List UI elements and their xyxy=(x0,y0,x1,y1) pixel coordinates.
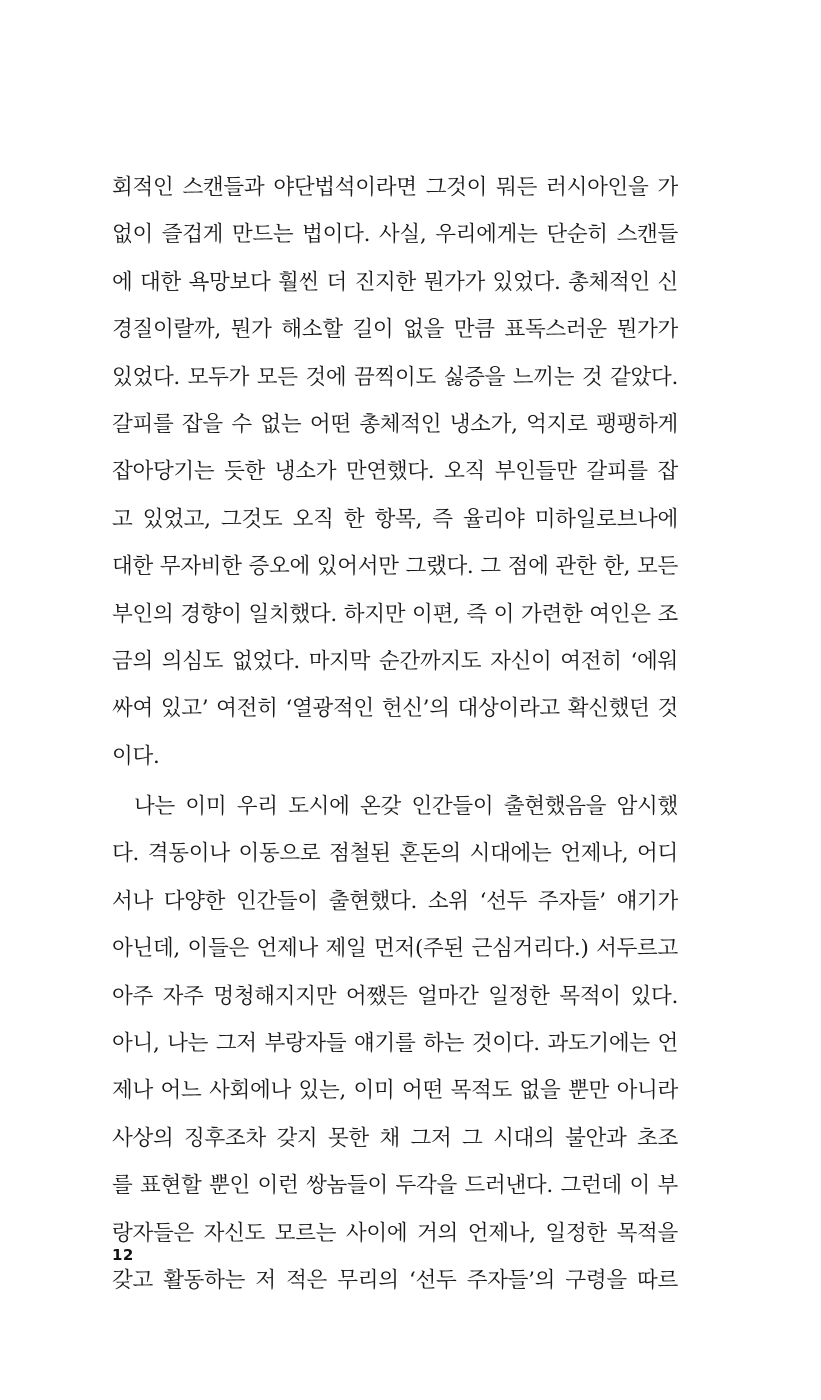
text-line: 아니, 나는 그저 부랑자들 얘기를 하는 것이다. 과도기에는 언 xyxy=(112,1031,678,1057)
text-line: 고 있었고, 그것도 오직 한 항목, 즉 율리야 미하일로브나에 xyxy=(112,506,678,532)
page-number: 12 xyxy=(112,1246,134,1264)
text-line: 없이 즐겁게 만드는 법이다. 사실, 우리에게는 단순히 스캔들 xyxy=(112,222,678,248)
text-line: 있었다. 모두가 모든 것에 끔찍이도 싫증을 느끼는 것 같았다. xyxy=(112,364,678,390)
text-line: 갖고 활동하는 저 적은 무리의 ‘선두 주자들’의 구령을 따르 xyxy=(112,1267,678,1293)
text-line: 서나 다양한 인간들이 출현했다. 소위 ‘선두 주자들’ 얘기가 xyxy=(112,888,678,914)
text-line: 대한 무자비한 증오에 있어서만 그랬다. 그 점에 관한 한, 모든 xyxy=(112,554,678,580)
paragraph-start-line: 나는 이미 우리 도시에 온갖 인간들이 출현했음을 암시했 xyxy=(134,794,678,820)
text-line: 다. 격동이나 이동으로 점철된 혼돈의 시대에는 언제나, 어디 xyxy=(112,841,678,867)
text-line: 제나 어느 사회에나 있는, 이미 어떤 목적도 없을 뿐만 아니라 xyxy=(112,1078,678,1104)
text-line: 에 대한 욕망보다 훨씬 더 진지한 뭔가가 있었다. 총체적인 신 xyxy=(112,269,678,295)
paragraph-end-line: 이다. xyxy=(112,743,160,769)
text-line: 아주 자주 멍청해지지만 어쨌든 얼마간 일정한 목적이 있다. xyxy=(112,983,678,1009)
text-line: 아닌데, 이들은 언제나 제일 먼저(주된 근심거리다.) 서두르고 xyxy=(112,936,678,962)
text-line: 랑자들은 자신도 모르는 사이에 거의 언제나, 일정한 목적을 xyxy=(112,1220,678,1246)
text-line: 경질이랄까, 뭔가 해소할 길이 없을 만큼 표독스러운 뭔가가 xyxy=(112,317,678,343)
text-line: 부인의 경향이 일치했다. 하지만 이편, 즉 이 가련한 여인은 조 xyxy=(112,601,678,627)
text-line: 싸여 있고’ 여전히 ‘열광적인 헌신’의 대상이라고 확신했던 것 xyxy=(112,696,678,722)
text-line: 잡아당기는 듯한 냉소가 만연했다. 오직 부인들만 갈피를 잡 xyxy=(112,459,678,485)
text-line: 갈피를 잡을 수 없는 어떤 총체적인 냉소가, 억지로 팽팽하게 xyxy=(112,411,678,437)
text-line: 사상의 징후조차 갖지 못한 채 그저 그 시대의 불안과 초조 xyxy=(112,1125,678,1151)
body-text xyxy=(112,164,678,1304)
text-line: 를 표현할 뿐인 이런 쌍놈들이 두각을 드러낸다. 그런데 이 부 xyxy=(112,1173,678,1199)
text-line: 회적인 스캔들과 야단법석이라면 그것이 뭐든 러시아인을 가 xyxy=(112,175,678,200)
text-line: 금의 의심도 없었다. 마지막 순간까지도 자신이 여전히 ‘에워 xyxy=(112,648,678,674)
